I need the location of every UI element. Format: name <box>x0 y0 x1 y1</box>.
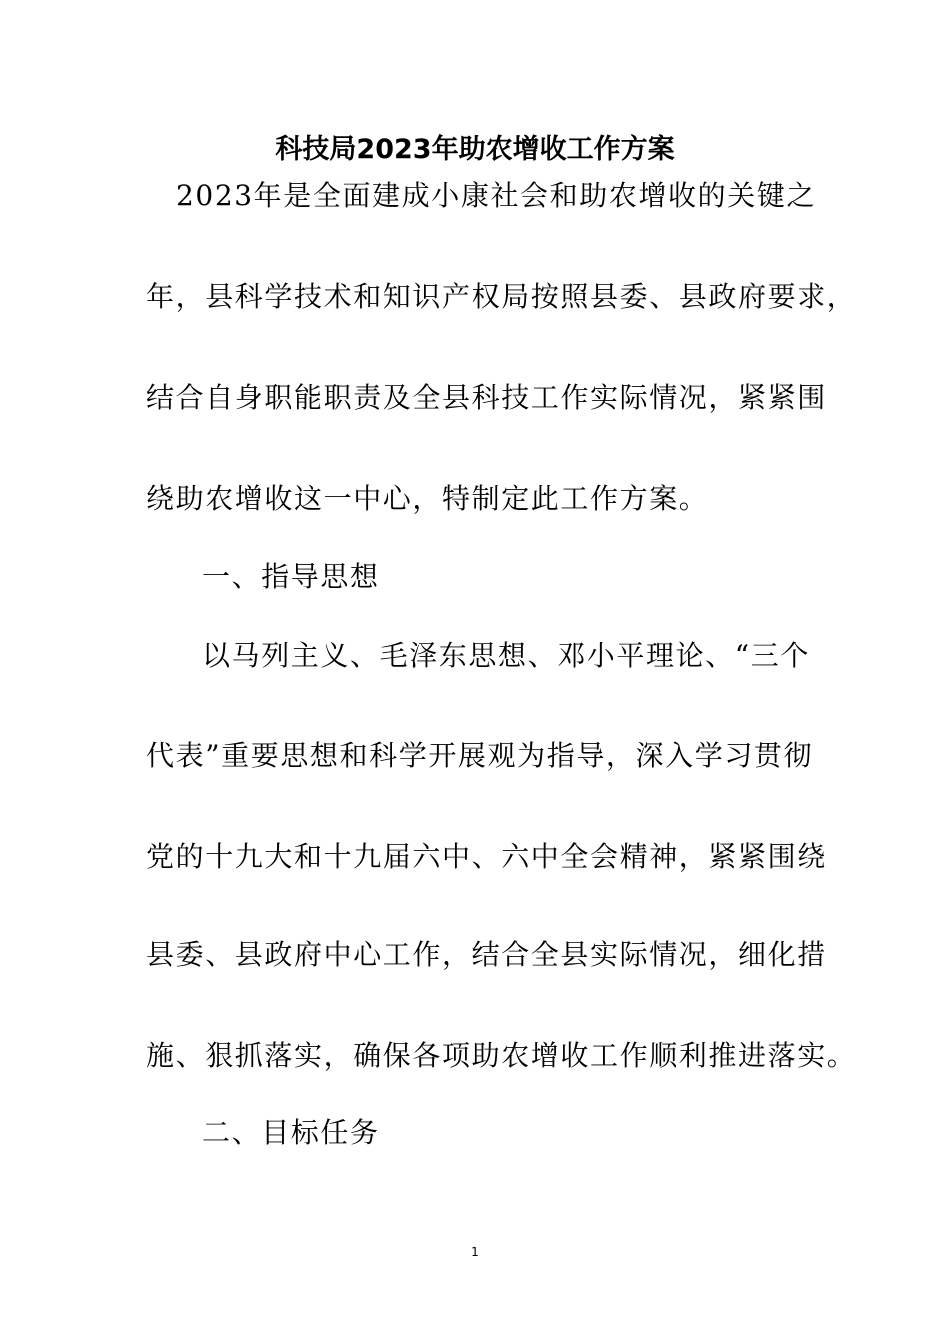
document-title: 科技局2023年助农增收工作方案 <box>275 134 675 165</box>
paragraph-line: 施、狠抓落实，确保各项助农增收工作顺利推进落实。 <box>146 1039 857 1072</box>
paragraph-line: 党的十九大和十九届六中、六中全会精神，紧紧围绕 <box>146 840 827 873</box>
paragraph-line: 2023年是全面建成小康社会和助农增收的关键之 <box>176 179 817 212</box>
paragraph-line: 年，县科学技术和知识产权局按照县委、县政府要求， <box>146 280 857 313</box>
paragraph-line: 以马列主义、毛泽东思想、邓小平理论、“三个 <box>202 639 810 672</box>
section-heading: 二、目标任务 <box>202 1116 380 1149</box>
paragraph-line: 代表”重要思想和科学开展观为指导，深入学习贯彻 <box>146 739 814 772</box>
page-number: 1 <box>471 1245 479 1259</box>
paragraph-line: 结合自身职能职责及全县科技工作实际情况，紧紧围 <box>146 381 827 414</box>
paragraph-line: 绕助农增收这一中心，特制定此工作方案。 <box>146 482 709 515</box>
paragraph-line: 县委、县政府中心工作，结合全县实际情况，细化措 <box>146 938 827 971</box>
section-heading: 一、指导思想 <box>202 560 380 593</box>
